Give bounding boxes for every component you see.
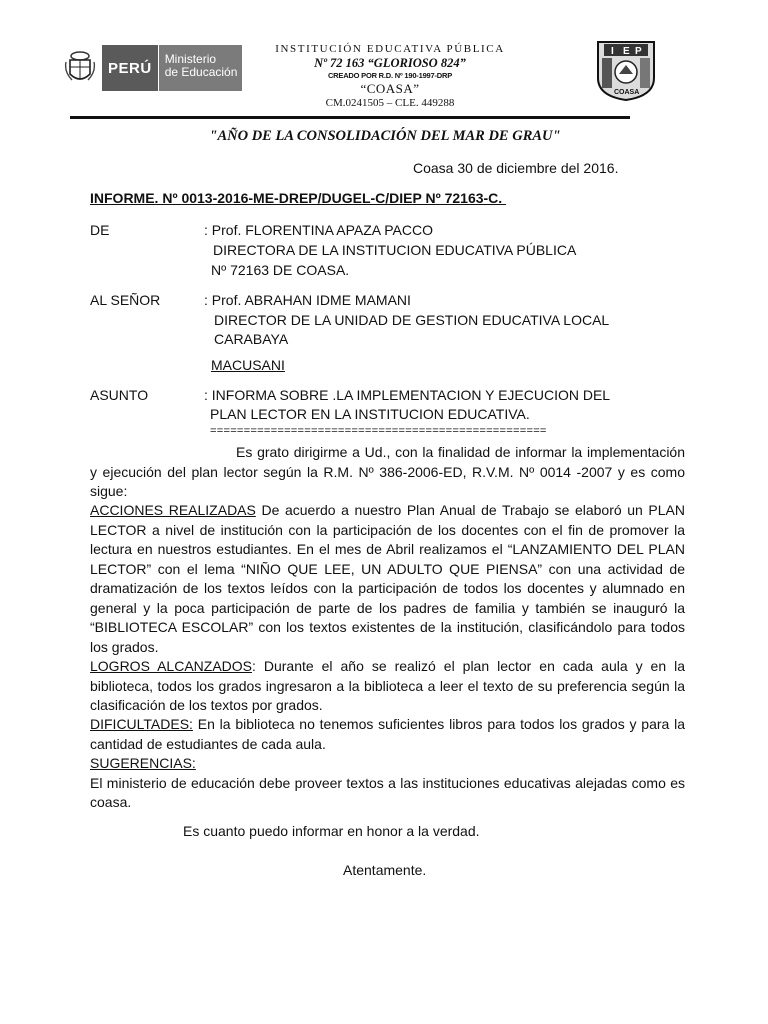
- suggestions-heading: SUGERENCIAS:: [90, 755, 196, 771]
- closing-line: Es cuanto puedo informar en honor a la verdad.: [183, 823, 480, 839]
- actions-heading: ACCIONES REALIZADAS: [90, 502, 256, 518]
- crest-letter-e: E: [623, 46, 630, 57]
- from-line-3: Nº 72163 DE COASA.: [211, 262, 350, 278]
- achievements-section: [90, 657, 685, 716]
- logo-country: PERÚ: [102, 45, 158, 91]
- actions-section: [90, 501, 685, 657]
- achievements-text: : Durante el año se realizó el plan lector en cada aula y en la biblioteca, todos los grados ingresaron a la biblioteca a leer el texto de su preferencia según la clasificación de los textos por grados.: [90, 658, 685, 713]
- actions-text: De acuerdo a nuestro Plan Anual de Trabajo se elaboró un PLAN LECTOR a nivel de institución con la participación de los docentes con el fin de promover la lectura en nuestros estudiantes. En el mes de Abril realizamos el “LANZAMIENTO DEL PLAN LECTOR” con el lema “NIÑO QUE LEE, UN ADULTO QUE PIENSA” con una actividad de dramatización de los textos leídos con la participación de todos los docentes y alumnado en general y la poca participación de parte de los padres de familia y también se inauguró la “BIBLIOTECA ESCOLAR” con los textos existentes de la institución, clasificándolo para todos los grados.: [90, 502, 686, 655]
- from-line-1: : Prof. FLORENTINA APAZA PACCO: [204, 222, 433, 238]
- subject-separator: ==================================================: [210, 425, 547, 437]
- subject-label: ASUNTO: [90, 387, 149, 403]
- year-motto: "AÑO DE LA CONSOLIDACIÓN DEL MAR DE GRAU": [209, 128, 561, 144]
- ministry-of-education-logo: [62, 45, 242, 91]
- school-crest-icon: [594, 38, 658, 102]
- difficulties-heading: DIFICULTADES:: [90, 716, 193, 732]
- logo-ministry-line1: Ministerio: [164, 52, 217, 66]
- crest-letter-p: P: [635, 46, 642, 57]
- to-label: AL SEÑOR: [90, 292, 161, 308]
- subject-line-1: : INFORMA SOBRE .LA IMPLEMENTACION Y EJECUCION DEL: [204, 387, 611, 403]
- crest-bottom-text: COASA: [614, 89, 640, 96]
- to-line-3: CARABAYA: [214, 331, 289, 347]
- achievements-heading: LOGROS ALCANZADOS: [90, 658, 253, 674]
- subject-line-2: PLAN LECTOR EN LA INSTITUCION EDUCATIVA.: [210, 406, 530, 422]
- suggestions-section: [90, 754, 685, 813]
- difficulties-text: En la biblioteca no tenemos suficientes libros para todos los grados y para la cantidad de estudiantes de cada aula.: [90, 716, 685, 752]
- regards: Atentamente.: [343, 862, 427, 878]
- report-title: INFORME. Nº 0013-2016-ME-DREP/DUGEL-C/DIEP Nº 72163-C.: [90, 190, 507, 206]
- school-header: [240, 42, 540, 110]
- logo-ministry-line2: de Educación: [164, 65, 238, 79]
- school-place: “COASA”: [360, 81, 420, 96]
- to-line-2: DIRECTOR DE LA UNIDAD DE GESTION EDUCATIVA LOCAL: [214, 312, 610, 328]
- peru-coat-of-arms-icon: [62, 45, 98, 91]
- to-line-1: : Prof. ABRAHAN IDME MAMANI: [204, 292, 411, 308]
- from-line-2: DIRECTORA DE LA INSTITUCION EDUCATIVA PÚBLICA: [213, 242, 577, 258]
- header-divider: [70, 116, 630, 119]
- difficulties-section: [90, 715, 685, 754]
- school-number: Nº 72 163 “GLORIOSO 824”: [314, 56, 466, 70]
- from-label: DE: [90, 222, 110, 238]
- to-line-4: MACUSANI: [211, 357, 285, 373]
- creation-note: CREADO POR R.D. Nº 190-1997-DRP: [327, 71, 453, 80]
- crest-letter-i: I: [611, 46, 614, 57]
- school-codes: CM.0241505 – CLE. 449288: [325, 97, 455, 109]
- intro-paragraph: Es grato dirigirme a Ud., con la finalidad de informar la implementación y ejecución del plan lector según la R.M. Nº 386-2006-ED, R.V.M. Nº 0014 -2007 y es como sigue:: [90, 444, 685, 499]
- logo-ministry: [159, 45, 242, 91]
- institution-label: INSTITUCIÓN EDUCATIVA PÚBLICA: [275, 43, 505, 55]
- suggestions-text: El ministerio de educación debe proveer textos a las instituciones educativas alejadas como es coasa.: [90, 774, 685, 810]
- place-date: Coasa 30 de diciembre del 2016.: [413, 160, 619, 176]
